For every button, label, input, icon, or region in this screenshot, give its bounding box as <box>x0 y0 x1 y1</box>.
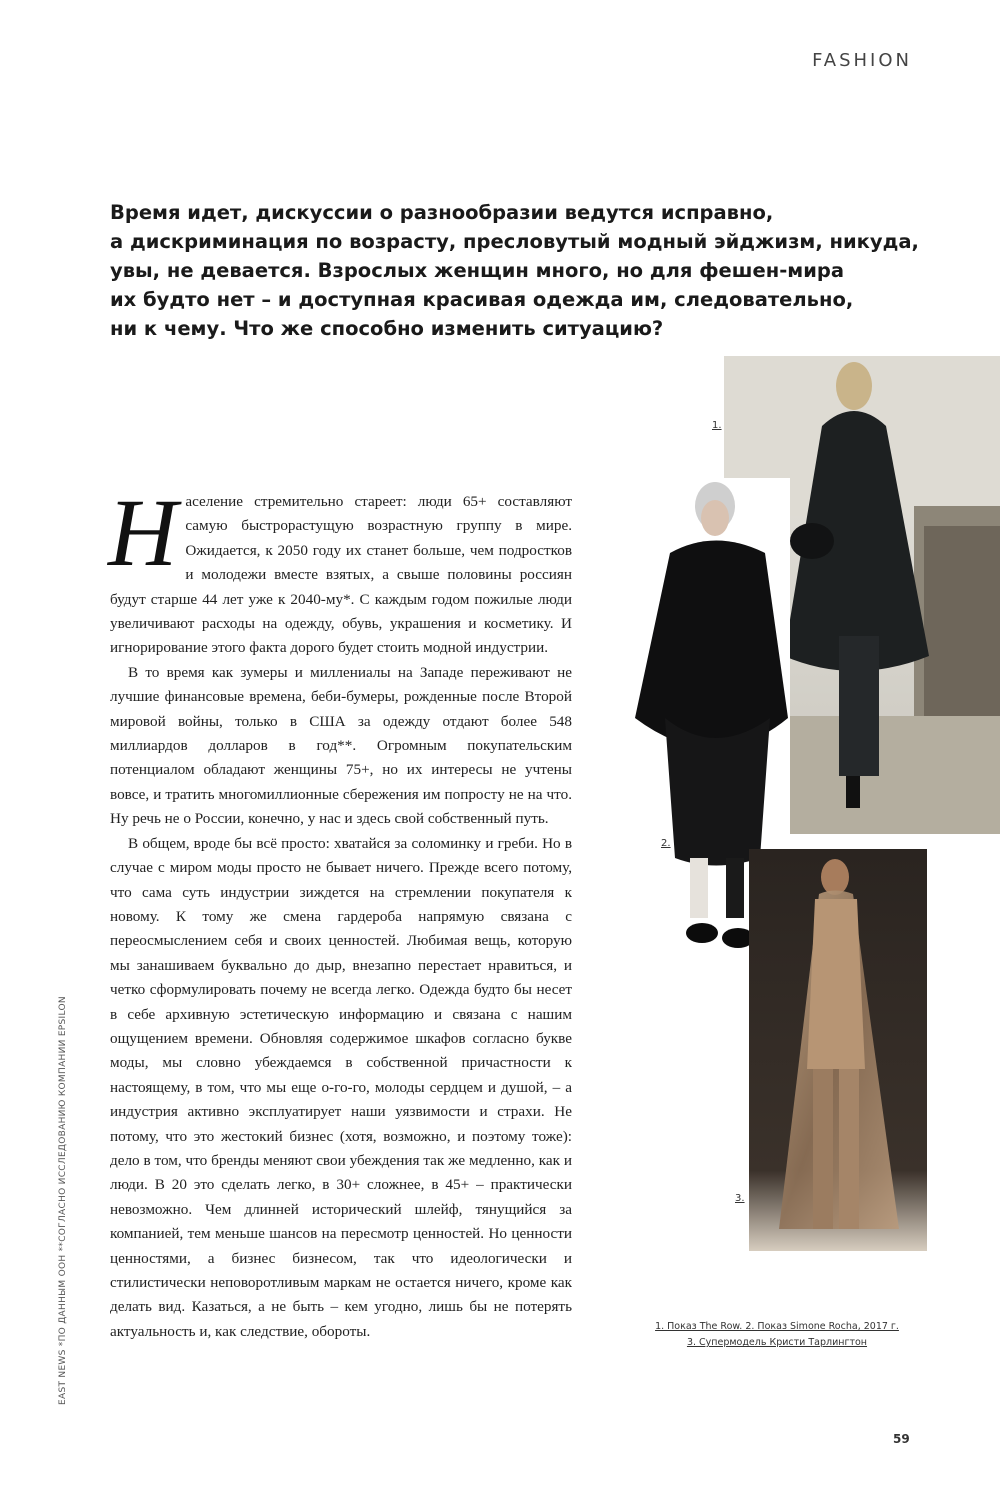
drop-cap: Н <box>108 479 178 586</box>
page-number: 59 <box>893 1432 910 1446</box>
lead-line: Время идет, дискуссии о разнообразии ведутся исправно, <box>110 201 774 224</box>
photo-number-1: 1. <box>712 420 722 431</box>
lead-paragraph <box>110 198 919 343</box>
photo-christy-turlington <box>749 849 927 1251</box>
photo-number-2: 2. <box>661 838 671 849</box>
section-label: FASHION <box>812 50 912 71</box>
lead-line: а дискриминация по возрасту, пресловутый модный эйджизм, никуда, <box>110 230 919 253</box>
article-paragraph: В общем, вроде бы всё просто: хватайся за соломинку и греби. Но в случае с миром моды просто не бывает ничего. Прежде всего потому, что сама суть индустрии зиждется на стремлении покупателя к новому. К тому же смена гардероба напрямую связана с переосмыслением себя и своих ценностей. Любимая вещь, которую мы занашиваем буквально до дыр, внезапно перестает нравиться, и четко сформулировать почему не всегда легко. Одежда будто бы несет в себе архивную эстетическую информацию и связана с нашим ощущением времени. Обновляя содержимое шкафов согласно букве моды, мы словно убеждаемся в собственной причастности к настоящему, в том, что мы еще о-го-го, молоды сердцем и душой, – а индустрия активно эксплуатирует наши уязвимости и страхи. Не потому, что это жестокий бизнес (хотя, возможно, и поэтому тоже): дело в том, что бренды меняют свои убеждения так же медленно, как и люди. В 20 это сделать легко, в 30+ сложнее, в 45+ – практически невозможно. Чем длинней исторический шлейф, тянущийся за компанией, тем меньше шансов на пересмотр ценностей. Но ценности ценностями, а бизнес бизнесом, так что идеологически и стилистически неповоротливым маркам не остается ничего, кроме как делать вид. Казаться, а не быть – кем угодно, лишь бы не потерять актуальность и, как следствие, обороты. <box>110 834 572 1340</box>
caption-line: 1. Показ The Row. 2. Показ Simone Rocha, 2017 г. <box>655 1321 899 1332</box>
photo-credits: EAST NEWS *ПО ДАННЫМ ООН **СОГЛАСНО ИССЛЕДОВАНИЮ КОМПАНИИ EPSILON <box>58 996 68 1405</box>
lead-line: увы, не девается. Взрослых женщин много, но для фешен-мира <box>110 259 845 282</box>
article-paragraph: В то время как зумеры и миллениалы на Западе переживают не лучшие финансовые времена, беби-бумеры, рожденные после Второй мировой войны, только в США за одежду отдают более 548 миллиардов долларов в год**. Огромным покупательским потенциалом обладают женщины 75+, но их интересы не учтены вовсе, и тратить многомиллионные сбережения им попросту не на что. Ну речь не о России, конечно, у нас и здесь свой собственный путь. <box>110 663 572 828</box>
photo-caption <box>612 1319 942 1351</box>
caption-line: 3. Супермодель Кристи Тарлингтон <box>686 1337 868 1348</box>
paragraph-text: аселение стремительно стареет: люди 65+ составляют самую быстрорастущую возрастную группу в мире. Ожидается, к 2050 году их станет больше, чем подростков и молодежи вместе взятых, а свыше половины россиян будут старше 44 лет уже к 2040-му*. С каждым годом пожилые люди увеличивают расходы на одежду, обувь, украшения и косметику. И игнорирование этого факта дорого будет стоить модной индустрии. <box>110 493 572 657</box>
article-paragraph <box>108 479 572 661</box>
lead-line: их будто нет – и доступная красивая одежда им, следовательно, <box>110 288 854 311</box>
photo-number-3: 3. <box>735 1193 745 1204</box>
article-body <box>108 479 572 1344</box>
lead-line: ни к чему. Что же способно изменить ситуацию? <box>110 317 664 340</box>
